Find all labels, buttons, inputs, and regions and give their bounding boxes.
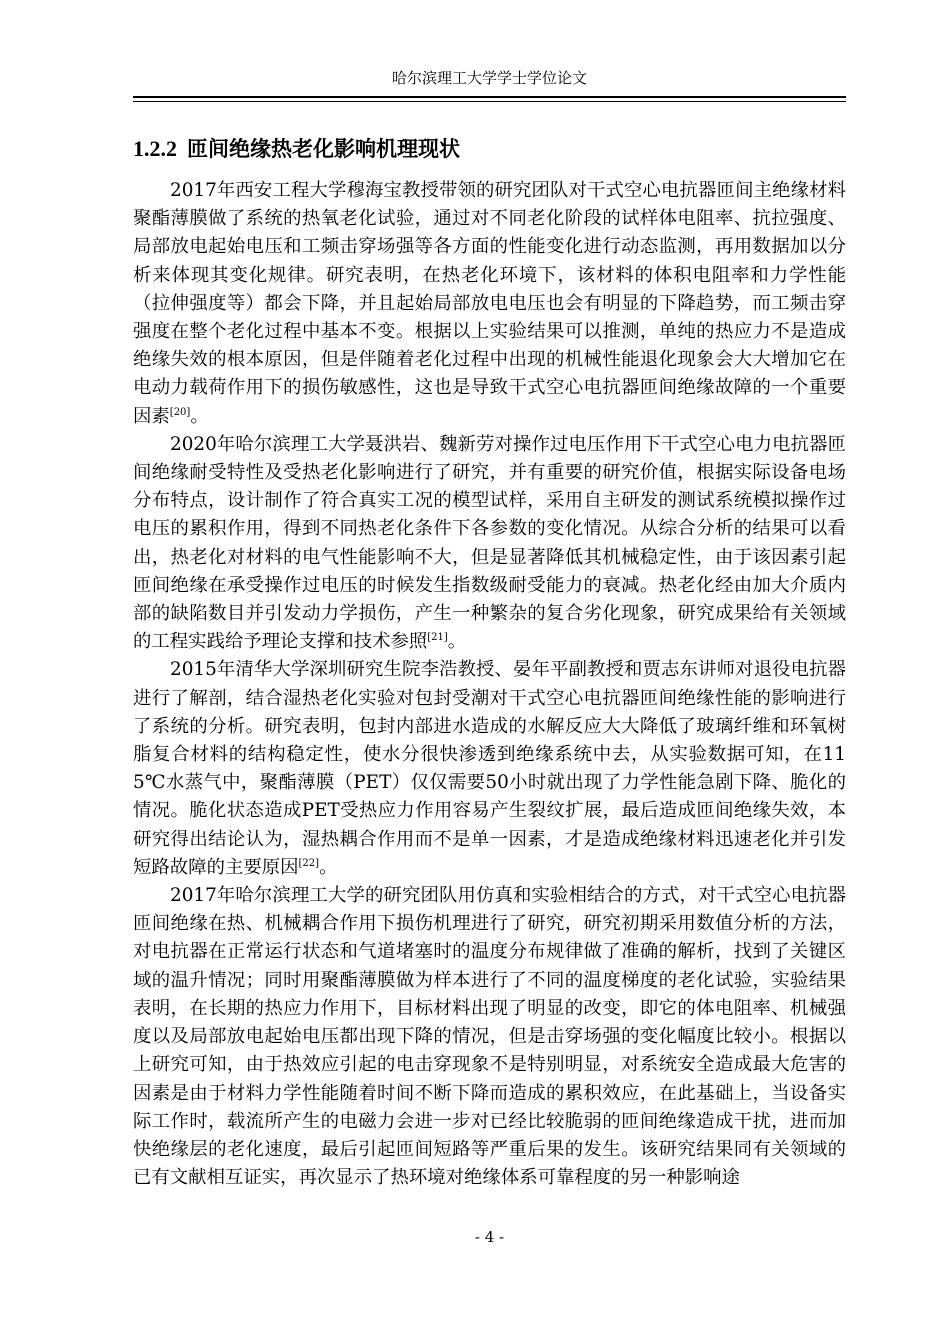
header-rule-thick <box>133 96 846 98</box>
paragraph-text: 2015年清华大学深圳研究生院李浩教授、晏年平副教授和贾志东讲师对退役电抗器进行了解剖，结合湿热老化实验对包封受潮对干式空心电抗器匝间绝缘性能的影响进行了系统的分析。研究表明，包封内部进水造成的水解反应大大降低了玻璃纤维和环氧树脂复合材料的结构稳定性，使水分很快渗透到绝缘系统中去，从实验数据可知，在115℃水蒸气中，聚酯薄膜（PET）仅仅需要50小时就出现了力学性能急剧下降、脆化的情况。脆化状态造成PET受热应力作用容易产生裂纹扩展，最后造成匝间绝缘失效，本研究得出结论认为，湿热耦合作用而不是单一因素，才是造成绝缘材料迅速老化并引发短路故障的主要原因 <box>133 659 846 878</box>
body-text <box>133 177 846 1192</box>
section-heading <box>133 134 846 164</box>
section-title: 匝间绝缘热老化影响机理现状 <box>187 137 460 161</box>
section-number: 1.2.2 <box>133 136 177 161</box>
citation-ref: [21] <box>427 632 448 644</box>
running-header: 哈尔滨理工大学学士学位论文 <box>391 69 587 87</box>
paragraph-text: 2020年哈尔滨理工大学聂洪岩、魏新劳对操作过电压作用下干式空心电力电抗器匝间绝缘耐受特性及受热老化影响进行了研究，并有重要的研究价值，根据实际设备电场分布特点，设计制作了符合真实工况的模型试样，采用自主研发的测试系统模拟操作过电压的累积作用，得到不同热老化条件下各参数的变化情况。从综合分析的结果可以看出，热老化对材料的电气性能影响不大，但是显著降低其机械稳定性，由于该因素引起匝间绝缘在承受操作过电压的时候发生指数级耐受能力的衰减。热老化经由加大介质内部的缺陷数目并引发动力学损伤，产生一种繁杂的复合劣化现象，研究成果给有关领域的工程实践给予理论支撑和技术参照 <box>133 433 846 653</box>
header-rule-thin <box>133 101 846 102</box>
paragraph-tail: 。 <box>447 631 467 653</box>
paragraph-tail: 。 <box>190 405 209 427</box>
page-number: - 4 - <box>474 1228 505 1246</box>
paragraph <box>133 431 846 657</box>
citation-ref: [20] <box>169 406 191 418</box>
paragraph-tail: 。 <box>319 856 338 878</box>
citation-ref: [22] <box>298 857 320 869</box>
paragraph <box>133 882 846 1192</box>
paragraph <box>133 177 846 431</box>
paragraph-text: 2017年哈尔滨理工大学的研究团队用仿真和实验相结合的方式，对干式空心电抗器匝间绝缘在热、机械耦合作用下损伤机理进行了研究，研究初期采用数值分析的方法，对电抗器在正常运行状态和气道堵塞时的温度分布规律做了准确的解析，找到了关键区域的温升情况；同时用聚酯薄膜做为样本进行了不同的温度梯度的老化试验，实验结果表明，在长期的热应力作用下，目标材料出现了明显的改变，即它的体电阻率、机械强度以及局部放电起始电压都出现下降的情况，但是击穿场强的变化幅度比较小。根据以上研究可知，由于热效应引起的电击穿现象不是特别明显，对系统安全造成最大危害的因素是由于材料力学性能随着时间不断下降而造成的累积效应，在此基础上，当设备实际工作时，载流所产生的电磁力会进一步对已经比较脆弱的匝间绝缘造成干扰，进而加快绝缘层的老化速度，最后引起匝间短路等严重后果的发生。该研究结果同有关领域的已有文献相互证实，再次显示了热环境对绝缘体系可靠程度的另一种影响途 <box>133 885 846 1189</box>
paragraph-text: 2017年西安工程大学穆海宝教授带领的研究团队对干式空心电抗器匝间主绝缘材料聚酯薄膜做了系统的热氧老化试验，通过对不同老化阶段的试样体电阻率、抗拉强度、局部放电起始电压和工频击穿场强等各方面的性能变化进行动态监测，再用数据加以分析来体现其变化规律。研究表明，在热老化环境下，该材料的体积电阻率和力学性能（拉伸强度等）都会下降，并且起始局部放电电压也会有明显的下降趋势，而工频击穿强度在整个老化过程中基本不变。根据以上实验结果可以推测，单纯的热应力不是造成绝缘失效的根本原因，但是伴随着老化过程中出现的机械性能退化现象会大大增加它在电动力载荷作用下的损伤敏感性，这也是导致干式空心电抗器匝间绝缘故障的一个重要因素 <box>133 180 846 427</box>
paragraph <box>133 656 846 882</box>
